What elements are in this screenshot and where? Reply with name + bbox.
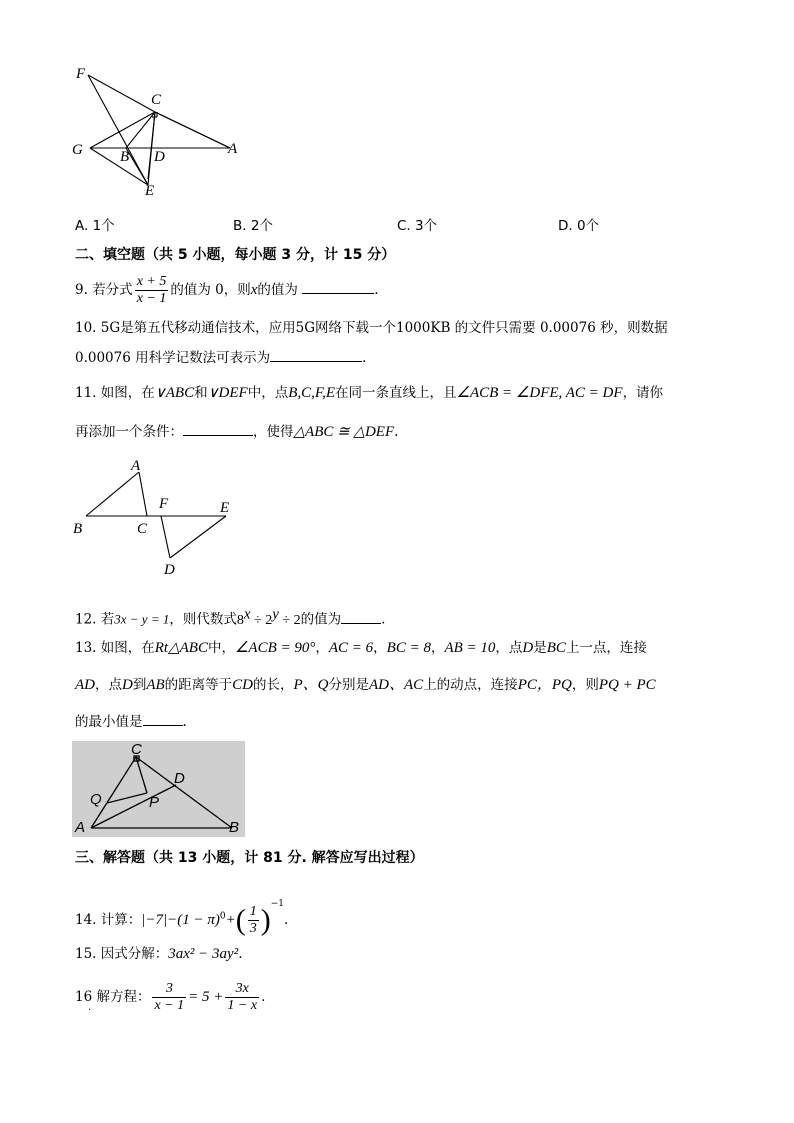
q13-pq-points: P、Q — [293, 677, 329, 693]
fig13-label-P: P — [149, 794, 160, 811]
q11-congruence: △ABC ≅ △DEF — [293, 424, 395, 440]
q14-frac-den: 3 — [249, 921, 257, 936]
q10-end: . — [362, 350, 367, 366]
q13-rt: Rt△ABC — [154, 640, 208, 656]
fig11-label-F: F — [159, 496, 169, 512]
q13-d2: D — [122, 677, 133, 693]
q13-sep3: ， — [430, 640, 445, 656]
q13-line1c: ，点 — [495, 640, 523, 656]
q13-line1e: 上一点，连接 — [565, 640, 647, 656]
fig11-label-B: B — [73, 521, 83, 537]
q9-numerator: x + 5 — [136, 274, 167, 289]
q14-fraction — [248, 904, 259, 937]
q13-line1b: 中， — [207, 640, 235, 656]
section-2-heading: 二、填空题（共 5 小题，每小题 3 分，计 15 分） — [75, 247, 396, 263]
q9-post: 的值为 — [257, 282, 298, 298]
q11-end: . — [394, 424, 399, 440]
q12-expr-a: 8 — [236, 612, 244, 628]
q13-line2h: 的长， — [253, 677, 294, 693]
q15-end: . — [238, 946, 243, 962]
q10-line2-text: 0.00076 用科学记数法可表示为 — [75, 350, 271, 366]
fig11-label-E: E — [220, 500, 230, 516]
fig8-label-B: B — [120, 149, 130, 165]
choice-b[interactable]: B. 2个 — [233, 218, 273, 234]
section-3-heading: 三、解答题（共 13 小题，计 81 分. 解答应写出过程） — [75, 850, 424, 866]
q13-sep2: ， — [373, 640, 387, 656]
question-9 — [75, 272, 379, 308]
question-11-line1 — [75, 383, 663, 403]
q11-answer-blank[interactable] — [183, 421, 253, 436]
q11-and: 和 — [194, 385, 208, 401]
figure-q13 — [72, 741, 245, 837]
fig8-label-E: E — [145, 183, 155, 199]
question-13-line1 — [75, 638, 647, 658]
question-13-line3 — [75, 711, 187, 732]
q13-ab: AB — [146, 677, 165, 693]
fig13-label-Q: Q — [90, 791, 102, 808]
q11-tail: ，请你 — [622, 385, 664, 401]
q11-line2b: ，使得 — [253, 424, 294, 440]
question-10-line2 — [75, 347, 366, 368]
q11-points: B,C,F,E — [288, 385, 336, 401]
q13-line1d: 是 — [533, 640, 547, 656]
q16-den2: 1 − x — [227, 998, 258, 1013]
q11-mid: 中，点 — [247, 385, 289, 401]
q13-sum: PQ + PC — [598, 677, 656, 693]
question-12 — [75, 604, 385, 631]
choice-c[interactable]: C. 3个 — [397, 218, 438, 234]
q12-sup-x: x — [243, 606, 251, 622]
q12-answer-blank[interactable] — [341, 609, 381, 624]
q11-tri1: ∨ABC — [154, 385, 195, 401]
q9-number: 9. — [75, 282, 88, 298]
q15-pre: 15. 因式分解： — [75, 946, 169, 962]
q13-c4: AB = 10 — [444, 640, 496, 656]
q9-fraction — [135, 274, 169, 307]
q16-stray-dot: . — [88, 1002, 92, 1013]
q13-c1: ∠ACB = 90° — [234, 640, 316, 656]
q9-pre: 若分式 — [92, 282, 133, 298]
q12-expr-c: ÷ 2 — [278, 612, 301, 628]
q16-num2: 3x — [225, 981, 259, 998]
q13-sep1: ， — [315, 640, 329, 656]
q9-answer-blank[interactable] — [302, 279, 374, 294]
figure-q11 — [66, 455, 246, 580]
fig13-label-B: B — [229, 819, 240, 836]
q13-c2: AC = 6 — [328, 640, 374, 656]
fig11-label-C: C — [137, 521, 148, 537]
q13-line2n: ，则 — [571, 677, 599, 693]
fig8-label-D: D — [154, 149, 165, 165]
q16-fraction-2 — [225, 981, 259, 1014]
q14-sup0: 0 — [219, 911, 226, 922]
q14-minus: − — [167, 912, 178, 928]
q12-expr-b: ÷ 2 — [250, 612, 273, 628]
q13-line2b: ，点 — [95, 677, 122, 693]
fig8-label-F: F — [76, 66, 86, 82]
q9-end: . — [374, 282, 379, 298]
fig11-label-A: A — [131, 458, 141, 474]
q9-mid: 的值为 0，则 — [170, 282, 251, 298]
q9-denominator: x − 1 — [136, 291, 167, 306]
q16-num1: 3 — [152, 981, 186, 998]
q13-pc-pq: PC，PQ — [517, 677, 572, 693]
q12-post: 的值为 — [300, 611, 342, 628]
q14-end: . — [284, 912, 289, 928]
q10-answer-blank[interactable] — [270, 347, 362, 362]
question-11-line2 — [75, 421, 398, 442]
q13-line1a: 13. 如图，在 — [75, 640, 155, 656]
q13-cd: CD — [232, 677, 254, 693]
q11-condition: ∠ACB = ∠DFE, AC = DF — [456, 385, 623, 401]
fig8-label-C: C — [151, 92, 162, 108]
question-16 — [75, 977, 265, 1017]
fig13-label-C: C — [131, 741, 142, 758]
q14-plus: + — [225, 912, 236, 928]
q16-eq: = 5 + — [188, 989, 224, 1005]
fig8-label-G: G — [72, 142, 83, 158]
q13-line2j: 分别是 — [328, 677, 370, 693]
q11-pre: 11. 如图，在 — [75, 385, 155, 401]
q14-sup-minus1: −1 — [270, 899, 285, 909]
q13-line3: 的最小值是 — [75, 714, 143, 730]
q13-c3: BC = 8 — [386, 640, 431, 656]
choice-d[interactable]: D. 0个 — [558, 218, 600, 234]
fig13-label-A: A — [75, 819, 86, 836]
q14-frac-num: 1 — [249, 904, 257, 919]
q16-end: . — [261, 989, 266, 1005]
q16-fraction-1 — [152, 981, 186, 1014]
q12-mid: ，则代数式 — [169, 611, 237, 628]
fig8-label-A: A — [228, 141, 238, 157]
q16-den1: x − 1 — [154, 998, 185, 1013]
q13-answer-blank[interactable] — [143, 711, 183, 726]
question-13-line2 — [75, 675, 656, 695]
q15-expression: 3ax² − 3ay² — [168, 946, 239, 962]
q9-var: x — [250, 282, 258, 298]
q12-end: . — [381, 611, 386, 628]
q12-pre: 12. 若 — [75, 611, 115, 628]
q16-pre: 16 解方程： — [75, 989, 151, 1005]
q13-ad-ac: AD、AC — [369, 677, 424, 693]
q11-line2a: 再添加一个条件： — [75, 424, 183, 440]
fig11-label-D: D — [164, 562, 175, 578]
question-10-line1: 10. 5G是第五代移动通信技术，应用5G网络下载一个1000KB 的文件只需要 0.00076 秒，则数据 — [75, 320, 668, 336]
q12-equation: 3x − y = 1 — [114, 611, 170, 627]
question-14 — [75, 884, 288, 941]
q13-ad: AD — [75, 677, 95, 693]
q14-pre: 14. 计算： — [75, 912, 142, 928]
q13-point-d: D — [522, 640, 534, 656]
q12-sup-y: y — [272, 606, 279, 622]
question-15 — [75, 944, 243, 964]
fig13-label-D: D — [174, 770, 185, 787]
q13-line2d: 到 — [132, 677, 147, 693]
q13-end: . — [182, 714, 187, 730]
q13-line2f: 的距离等于 — [164, 677, 233, 693]
q14-abs: |−7| — [141, 912, 168, 928]
figure-q8 — [68, 64, 253, 200]
q13-line2l: 上的动点，连接 — [423, 677, 518, 693]
q14-lparen: ( — [235, 903, 246, 937]
q12-expression — [236, 606, 301, 628]
q11-tri2: ∨DEF — [207, 385, 248, 401]
q11-mid2: 在同一条直线上，且 — [335, 385, 457, 401]
q14-paren: (1 − π) — [177, 912, 220, 928]
choice-a[interactable]: A. 1个 — [75, 218, 115, 234]
q14-rparen: ) — [260, 903, 271, 937]
q13-seg-bc: BC — [546, 640, 566, 656]
